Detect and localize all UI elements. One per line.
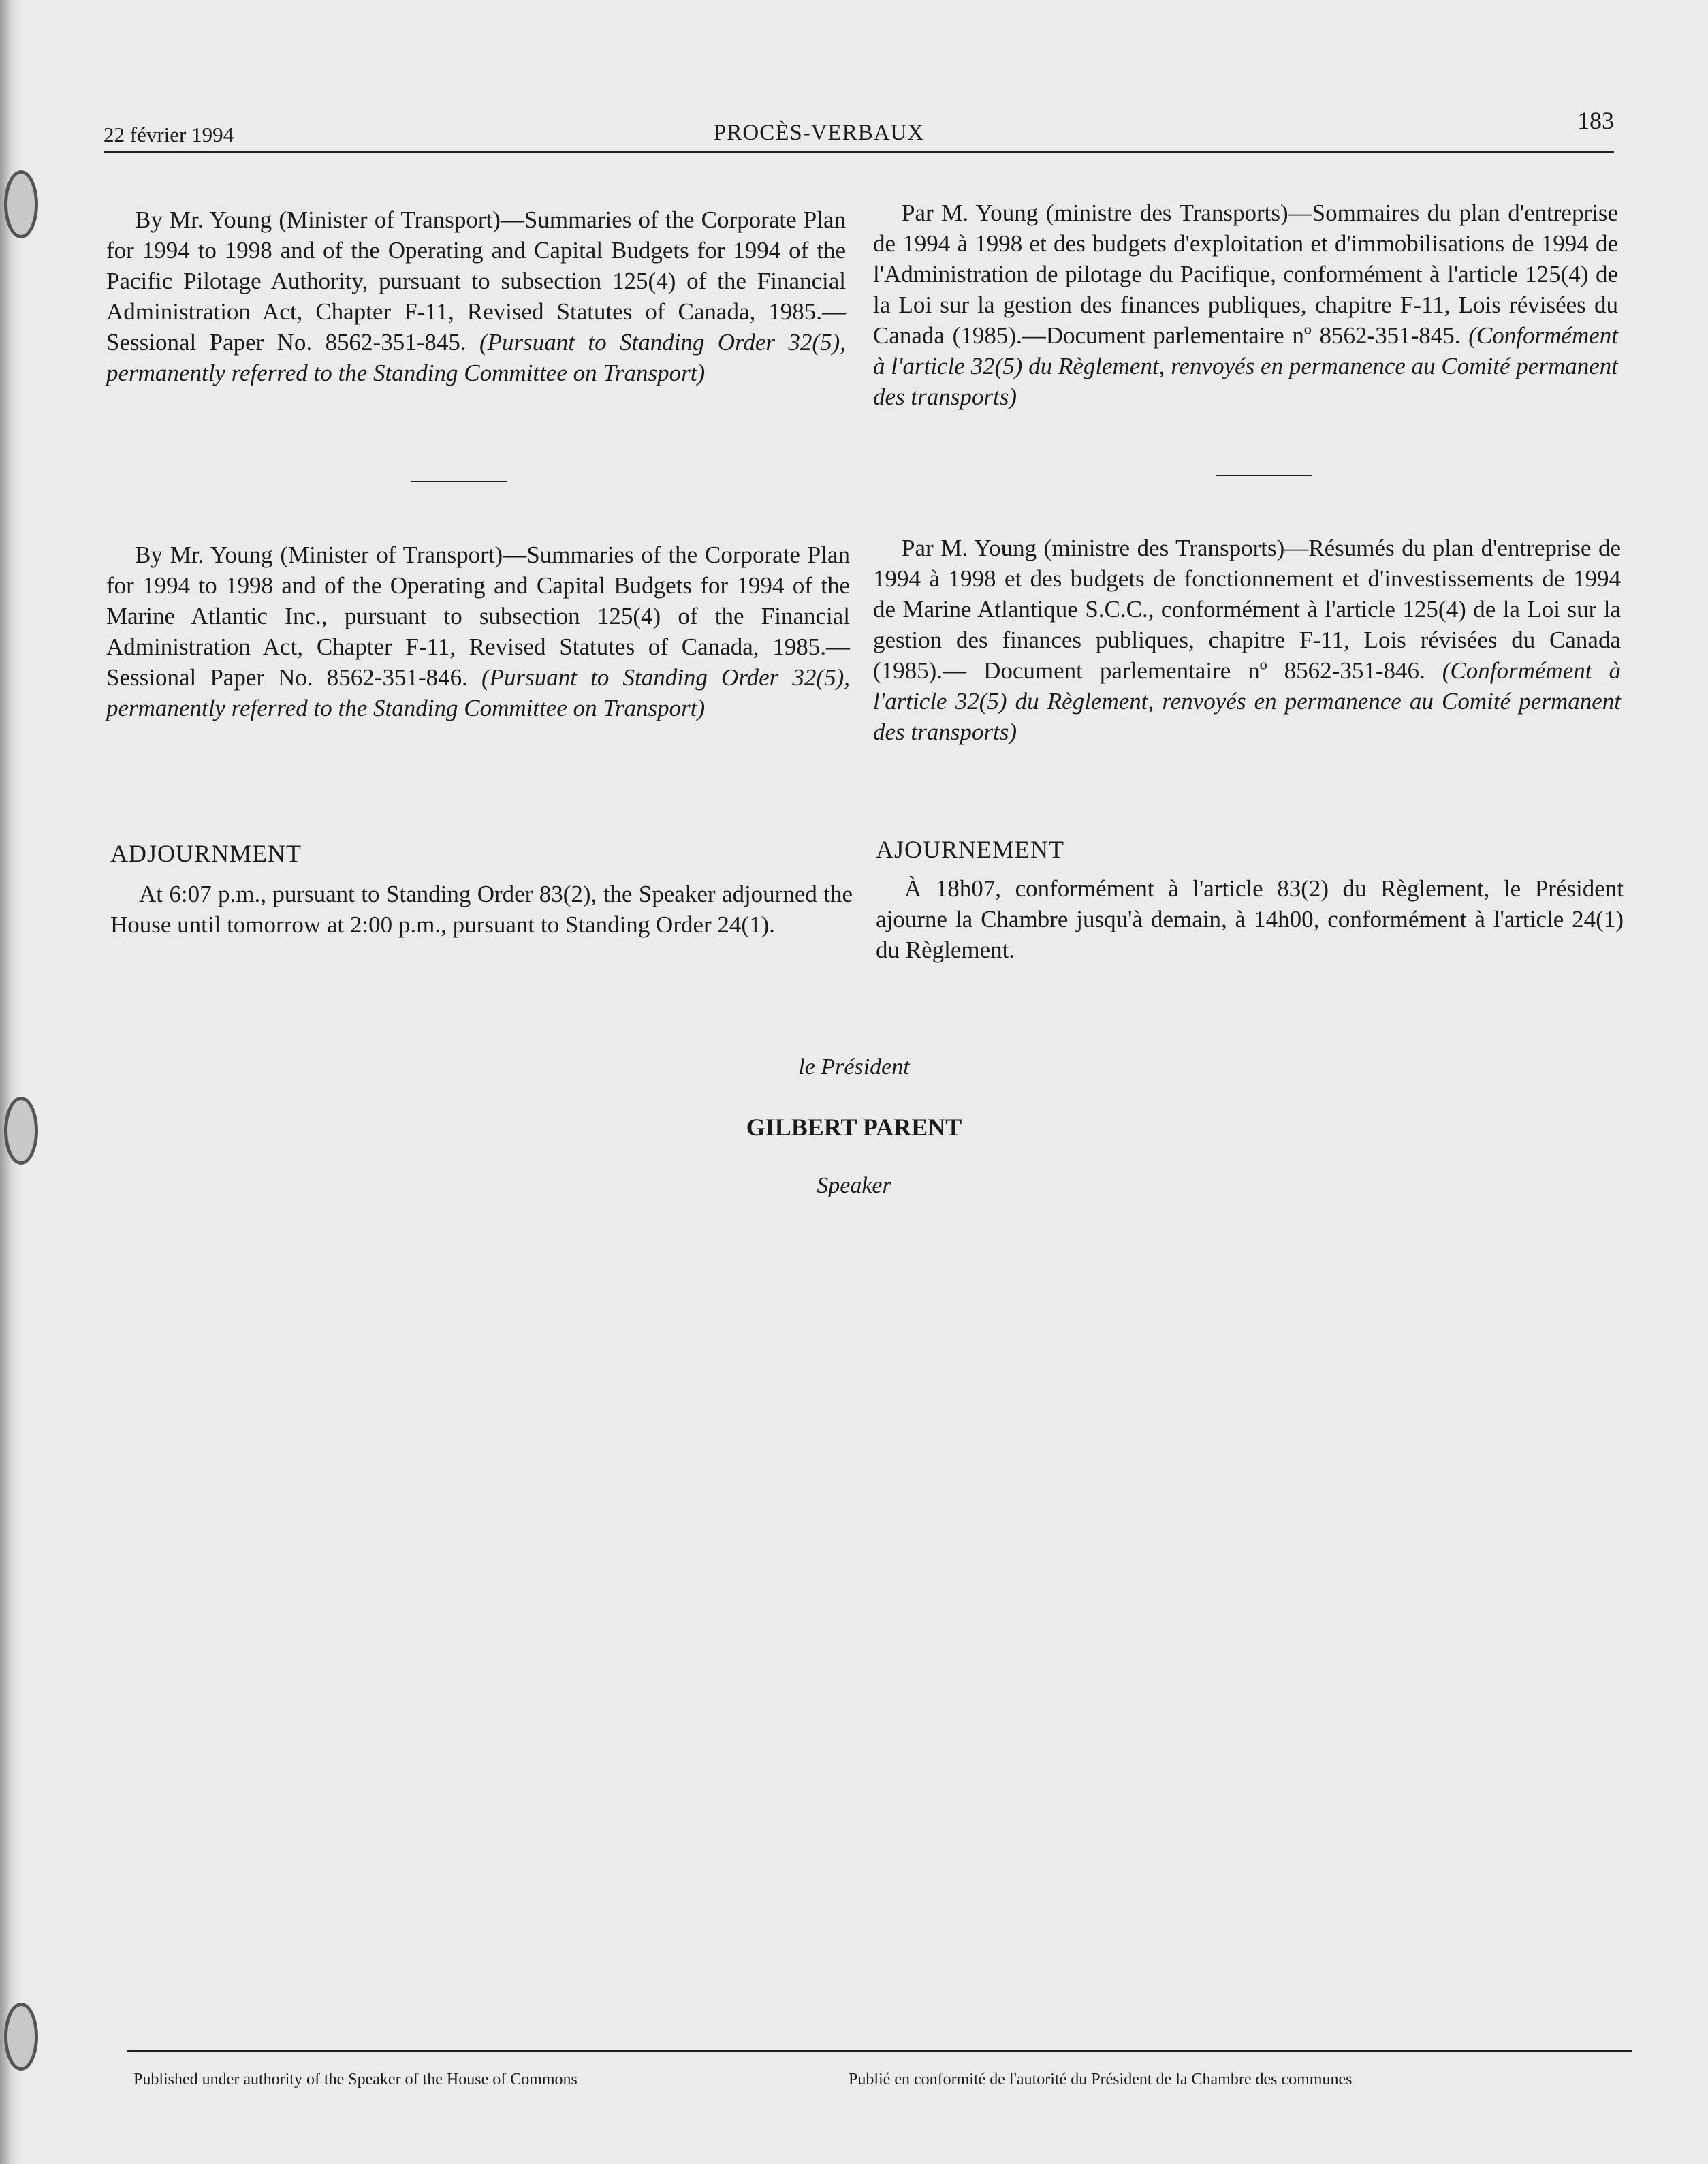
page-number: 183 — [1577, 107, 1614, 134]
paper-846-en — [106, 539, 850, 723]
adjournment-heading-en: ADJOURNMENT — [110, 840, 302, 867]
separator-rule — [1216, 475, 1312, 476]
signature-role-fr: le Président — [798, 1054, 910, 1080]
paper-845-en — [106, 204, 846, 388]
paper-846-en-note: (Pursuant to Standing Order 32(5), permanently referred to the Standing Committee on Transport) — [106, 664, 850, 721]
footer-text-en: Published under authority of the Speaker of the House of Commons — [133, 2071, 578, 2088]
binder-ring-icon — [4, 170, 38, 238]
paper-845-fr-text: Par M. Young (ministre des Transports)—Sommaires du plan d'entreprise de 1994 à 1998 et des budgets d'exploitation et d'immobilisations de 1994 de l'Administration de pilotage du Pacifique, conformément à l'article 125(4) de la Loi sur la gestion des finances publiques, chapitre F-11, Lois révisées du Canada (1985).—Document parlementaire nº 8562-351-845. — [873, 200, 1618, 349]
binder-ring-icon — [4, 2003, 38, 2071]
header-title: PROCÈS-VERBAUX — [714, 121, 925, 145]
paper-845-en-note: (Pursuant to Standing Order 32(5), permanently referred to the Standing Committee on Transport) — [106, 329, 846, 386]
signature-name: GILBERT PARENT — [746, 1114, 962, 1141]
binding-edge — [0, 0, 20, 2164]
paper-845-fr-note: (Conformément à l'article 32(5) du Règlement, renvoyés en permanence au Comité permanent des transports) — [873, 322, 1618, 410]
signature-role-en: Speaker — [817, 1173, 891, 1198]
footer-text-fr: Publié en conformité de l'autorité du Président de la Chambre des communes — [849, 2071, 1353, 2088]
adjournment-heading-fr: AJOURNEMENT — [876, 836, 1064, 863]
paper-846-fr-text: Par M. Young (ministre des Transports)—Résumés du plan d'entreprise de 1994 à 1998 et des budgets de fonctionnement et d'investissements de 1994 de Marine Atlantique S.C.C., conformément à l'article 125(4) de la Loi sur la gestion des finances publiques, chapitre F-11, Lois révisées du Canada (1985).— Document parlementaire nº 8562-351-846. — [873, 535, 1621, 684]
paper-845-en-text: By Mr. Young (Minister of Transport)—Summaries of the Corporate Plan for 1994 to 1998 and of the Operating and Capital Budgets for 1994 of the Pacific Pilotage Authority, pursuant to subsection 125(4) of the Financial Administration Act, Chapter F-11, Revised Statutes of Canada, 1985.—Sessional Paper No. 8562-351-845. — [106, 206, 846, 356]
footer-rule — [127, 2050, 1632, 2052]
paper-845-fr — [873, 198, 1618, 412]
paper-846-fr-note: (Conformément à l'article 32(5) du Règlement, renvoyés en permanence au Comité permanent des transports) — [873, 657, 1621, 745]
separator-rule — [411, 481, 507, 482]
header-date: 22 février 1994 — [104, 123, 234, 146]
paper-846-fr — [873, 533, 1621, 747]
adjournment-text-fr: À 18h07, conformément à l'article 83(2) du Règlement, le Président ajourne la Chambre jusqu'à demain, à 14h00, conformément à l'article 24(1) du Règlement. — [876, 875, 1624, 963]
paper-846-en-text: By Mr. Young (Minister of Transport)—Summaries of the Corporate Plan for 1994 to 1998 and of the Operating and Capital Budgets for 1994 of the Marine Atlantic Inc., pursuant to subsection 125(4) of the Financial Administration Act, Chapter F-11, Revised Statutes of Canada, 1985.—Sessional Paper No. 8562-351-846. — [106, 542, 850, 691]
adjournment-text-en: At 6:07 p.m., pursuant to Standing Order 83(2), the Speaker adjourned the House until tomorrow at 2:00 p.m., pursuant to Standing Order 24(1). — [110, 881, 853, 938]
page-header — [104, 109, 1614, 153]
